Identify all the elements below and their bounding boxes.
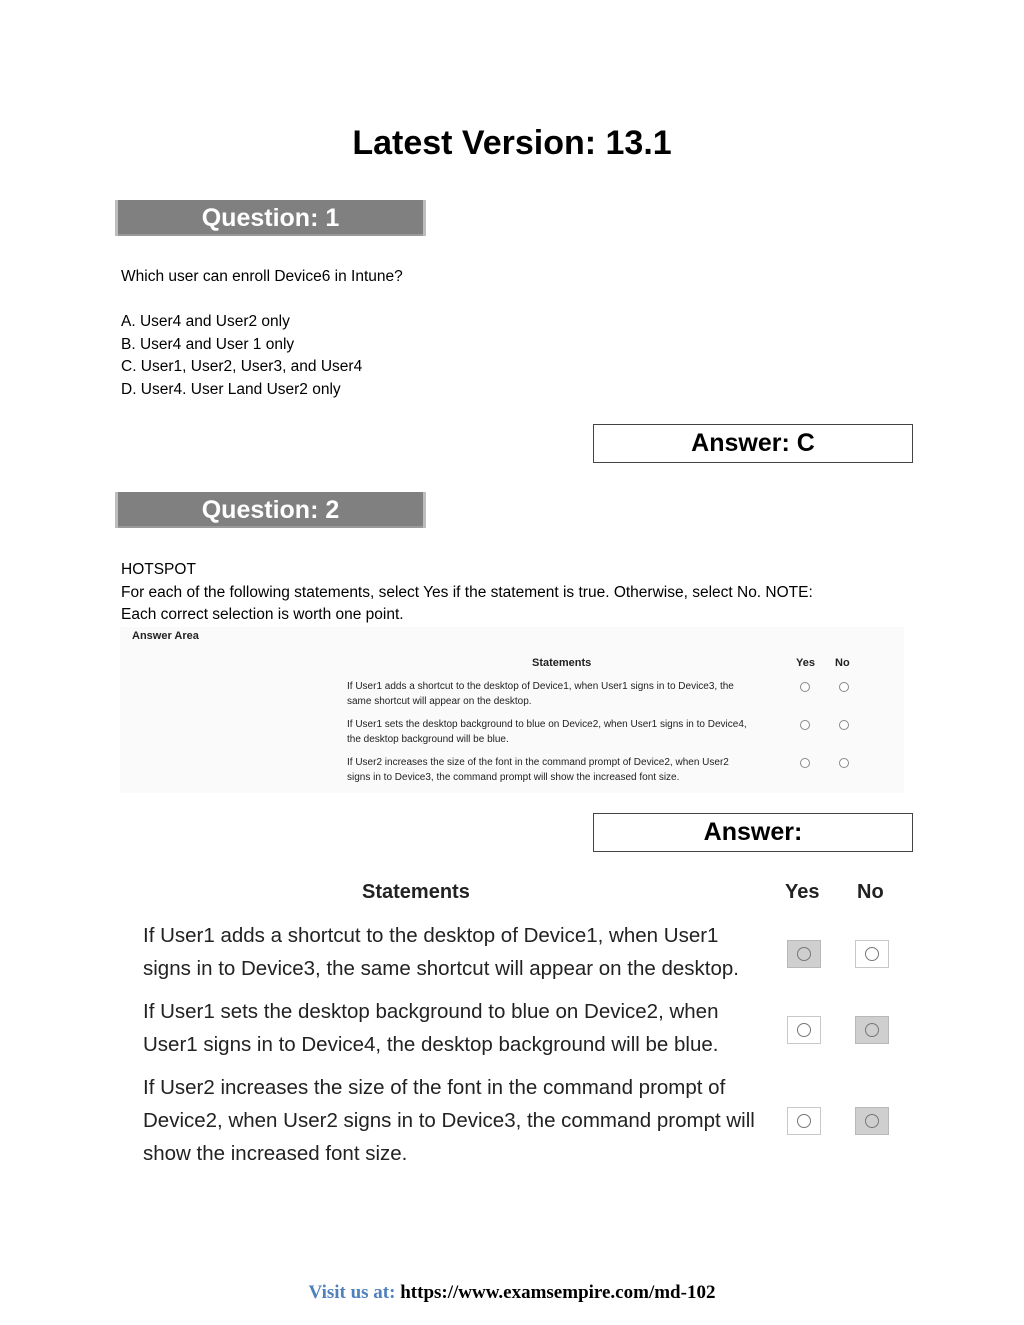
question-1-options <box>121 311 362 401</box>
answer-row-1-line-1: If User1 adds a shortcut to the desktop of Device1, when User1 <box>143 924 719 947</box>
radio-icon <box>797 1023 811 1037</box>
option-b: B. User4 and User 1 only <box>121 335 295 353</box>
statement-row-3-line-2: signs in to Device3, the command prompt will show the increased font size. <box>347 772 680 783</box>
no-radio-row-2[interactable] <box>839 720 849 730</box>
question-1-prompt: Which user can enroll Device6 in Intune? <box>121 268 403 285</box>
footer-link[interactable]: https://www.examsempire.com/md-102 <box>400 1282 716 1303</box>
answer-row-3 <box>143 1071 768 1170</box>
statement-row-2 <box>347 717 792 747</box>
option-a: A. User4 and User2 only <box>121 313 290 330</box>
answer-no-header: No <box>857 881 884 903</box>
answer-row-3-line-3: show the increased font size. <box>143 1142 408 1165</box>
answer-row-1-no-cell[interactable] <box>855 940 889 968</box>
statement-row-3-line-1: If User2 increases the size of the font in the command prompt of Device2, when User2 <box>347 757 729 768</box>
yes-radio-row-3[interactable] <box>800 758 810 768</box>
answer-area-image <box>120 627 904 793</box>
question-2-answer: Answer: <box>593 813 913 852</box>
yes-radio-row-2[interactable] <box>800 720 810 730</box>
radio-icon <box>865 1114 879 1128</box>
yes-radio-row-1[interactable] <box>800 682 810 692</box>
answer-area-label: Answer Area <box>132 630 199 642</box>
answer-row-1-yes-cell[interactable] <box>787 940 821 968</box>
answer-row-2-line-2: User1 signs in to Device4, the desktop background will be blue. <box>143 1033 719 1056</box>
answer-statements-header: Statements <box>362 881 470 903</box>
question-2-text <box>121 559 813 627</box>
statement-row-1-line-2: same shortcut will appear on the desktop. <box>347 696 532 707</box>
statement-row-1-line-1: If User1 adds a shortcut to the desktop of Device1, when User1 signs in to Device3, the <box>347 681 734 692</box>
answer-row-3-no-cell[interactable] <box>855 1107 889 1135</box>
statement-row-3 <box>347 755 792 785</box>
no-radio-row-3[interactable] <box>839 758 849 768</box>
answer-row-2 <box>143 995 768 1061</box>
answer-row-1 <box>143 919 768 985</box>
answer-row-2-yes-cell[interactable] <box>787 1016 821 1044</box>
radio-icon <box>865 947 879 961</box>
answer-row-3-yes-cell[interactable] <box>787 1107 821 1135</box>
footer <box>0 1282 1024 1304</box>
question-1-banner: Question: 1 <box>115 200 426 236</box>
answer-row-2-no-cell[interactable] <box>855 1016 889 1044</box>
answer-row-3-line-1: If User2 increases the size of the font in the command prompt of <box>143 1076 726 1099</box>
statement-row-2-line-2: the desktop background will be blue. <box>347 734 509 745</box>
answer-row-2-line-1: If User1 sets the desktop background to blue on Device2, when <box>143 1000 719 1023</box>
answer-row-3-line-2: Device2, when User2 signs in to Device3, the command prompt will <box>143 1109 755 1132</box>
yes-header: Yes <box>796 657 815 669</box>
instructions-line-2: Each correct selection is worth one point. <box>121 606 404 623</box>
statement-row-1 <box>347 679 792 709</box>
footer-label: Visit us at: <box>308 1282 396 1303</box>
question-1-answer: Answer: C <box>593 424 913 463</box>
radio-icon <box>797 1114 811 1128</box>
answer-yes-header: Yes <box>785 881 820 903</box>
question-2-banner: Question: 2 <box>115 492 426 528</box>
option-c: C. User1, User2, User3, and User4 <box>121 358 363 375</box>
hotspot-label: HOTSPOT <box>121 561 196 578</box>
statement-row-2-line-1: If User1 sets the desktop background to blue on Device2, when User1 signs in to Device4, <box>347 719 747 730</box>
instructions-line-1: For each of the following statements, select Yes if the statement is true. Otherwise, select No. NOTE: <box>121 583 813 601</box>
option-d: D. User4. User Land User2 only <box>121 380 341 398</box>
statements-header: Statements <box>532 657 592 669</box>
no-header: No <box>835 657 850 669</box>
no-radio-row-1[interactable] <box>839 682 849 692</box>
page-title: Latest Version: 13.1 <box>352 124 672 162</box>
answer-row-1-line-2: signs in to Device3, the same shortcut will appear on the desktop. <box>143 957 739 980</box>
radio-icon <box>865 1023 879 1037</box>
radio-icon <box>797 947 811 961</box>
